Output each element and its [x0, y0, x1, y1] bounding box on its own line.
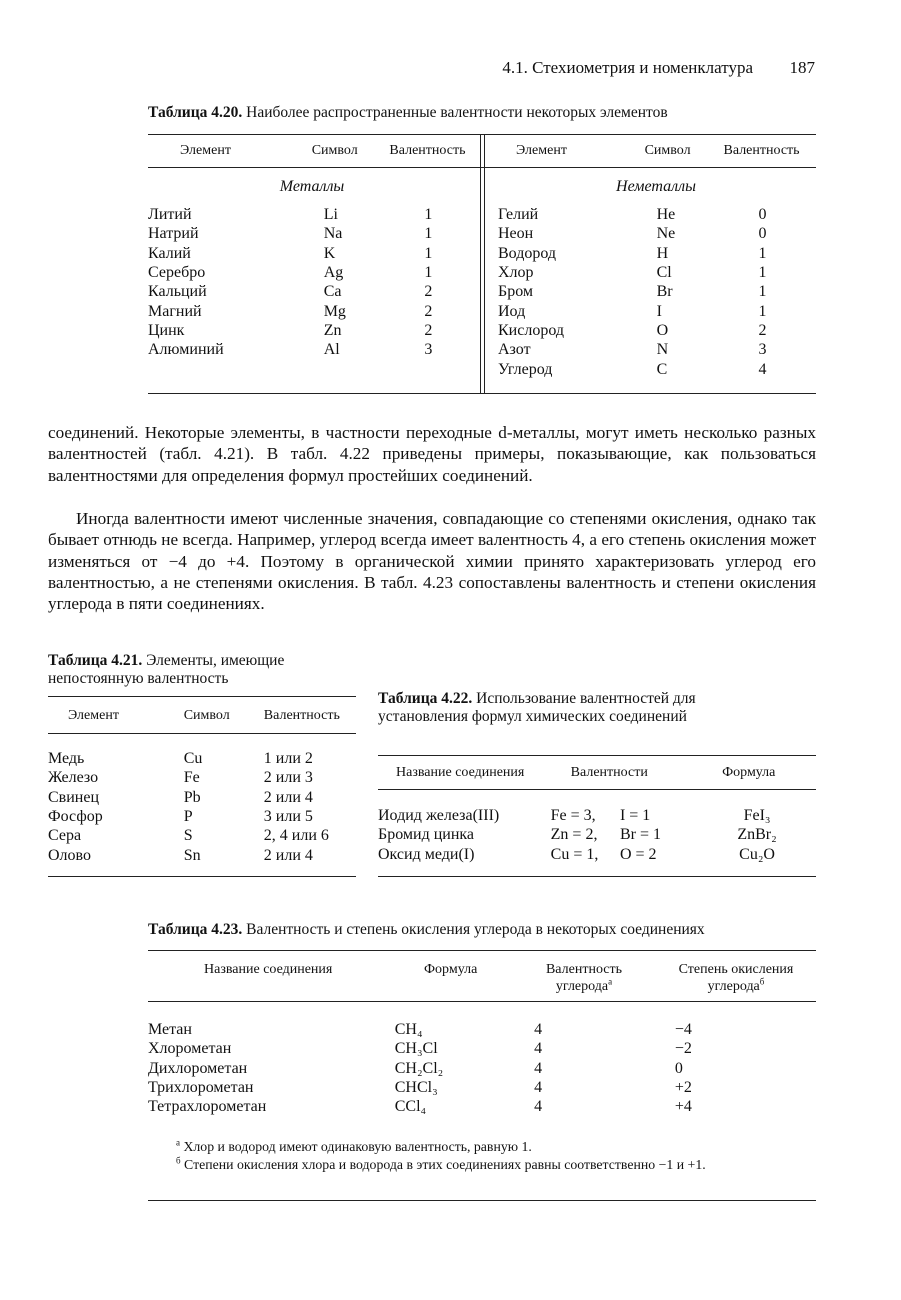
col-header-valence	[534, 961, 634, 995]
element-symbol: Cu	[183, 750, 203, 768]
valence-1: Cu = 1,	[550, 845, 599, 863]
element-symbol: N	[656, 341, 669, 359]
table-row	[48, 826, 356, 845]
element-valence: 1	[758, 283, 767, 301]
element-name: Бром	[498, 283, 534, 301]
element-valence: 1	[758, 244, 767, 262]
element-valence: 2	[424, 321, 433, 339]
table-row	[496, 205, 816, 224]
element-symbol: Ag	[323, 264, 344, 282]
element-valence: 4	[758, 360, 767, 378]
compound-name: Метан	[148, 1021, 192, 1039]
compound-name: Трихлорометан	[148, 1079, 254, 1097]
col-header: Символ	[644, 143, 691, 158]
table-row	[378, 845, 816, 864]
table-row	[148, 301, 476, 320]
table-row	[48, 749, 356, 768]
col-header: Символ	[183, 707, 230, 723]
compound-name: Хлорометан	[148, 1040, 232, 1058]
element-valence: 2, 4 или 6	[263, 827, 329, 845]
element-valence: 2	[758, 321, 767, 339]
table-row	[48, 788, 356, 807]
compound-name: Дихлорометан	[148, 1059, 248, 1077]
element-valence: 1	[424, 206, 433, 224]
table-row	[496, 263, 816, 282]
compound-formula: CCl₄	[394, 1098, 427, 1116]
carbon-oxidation: +4	[674, 1098, 692, 1116]
bottom-rule	[48, 876, 356, 877]
table-row	[148, 321, 476, 340]
col-header: Валентность	[723, 143, 800, 158]
element-valence: 1	[758, 264, 767, 282]
footnote-mark: б	[759, 976, 765, 987]
element-symbol: C	[656, 360, 668, 378]
element-valence: 3	[424, 341, 433, 359]
table-row	[496, 224, 816, 243]
element-valence: 1 или 2	[263, 750, 313, 768]
element-symbol: O	[656, 321, 669, 339]
carbon-oxidation: 0	[674, 1059, 683, 1077]
carbon-oxidation: −2	[674, 1040, 692, 1058]
table-caption-text: Элементы, имеющие непостоянную валентность	[48, 652, 285, 687]
paragraph: Иногда валентности имеют численные значения, совпадающие со степенями окисления, однако так бывает отнюдь не всегда. Например, углерод всегда имеет валентность 4, а его степень окисления может изменяться от −4 до +4. Поэтому в органической химии принято характеризовать углерод его валентностью, а не степенями окисления. В табл. 4.23 сопоставлены валентность и степени окисления углерода в пяти соединениях.	[48, 509, 816, 614]
table-4-21	[48, 698, 356, 865]
table-row	[148, 1078, 816, 1097]
element-symbol: Ca	[323, 283, 342, 301]
top-rule	[48, 696, 356, 697]
group-label: Металлы	[279, 177, 345, 195]
element-name: Водород	[498, 244, 557, 262]
element-symbol: Cl	[656, 264, 672, 282]
footnote-mark: а	[176, 1137, 180, 1148]
compound-formula: FeI₃	[743, 807, 771, 825]
running-header-title: 4.1. Стехиометрия и номенклатура	[502, 58, 753, 77]
valence-2: O = 2	[619, 845, 657, 863]
table-row	[148, 1097, 816, 1116]
header-rule	[148, 1001, 816, 1002]
valence-2: I = 1	[619, 807, 651, 825]
element-valence: 0	[758, 225, 767, 243]
table-row	[48, 845, 356, 864]
table-row	[496, 359, 816, 378]
group-label: Неметаллы	[616, 177, 696, 195]
compound-formula: ZnBr₂	[737, 826, 777, 844]
table-row	[148, 1039, 816, 1058]
carbon-valence: 4	[534, 1059, 543, 1077]
col-header: Формула	[424, 962, 478, 977]
table-4-20-right	[496, 135, 816, 379]
footnote	[176, 1156, 836, 1174]
element-valence: 2	[424, 302, 433, 320]
table-row	[148, 224, 476, 243]
col-header: Элемент	[516, 143, 567, 158]
element-name: Калий	[148, 244, 191, 262]
element-name: Азот	[498, 341, 531, 359]
element-symbol: Al	[323, 341, 340, 359]
col-header: Символ	[311, 143, 358, 158]
col-header: Валентность	[263, 707, 340, 723]
element-name: Литий	[148, 206, 192, 224]
element-symbol: Ne	[656, 225, 676, 243]
element-symbol: P	[183, 808, 193, 826]
compound-name: Оксид меди(I)	[378, 845, 475, 863]
col-header: Элемент	[68, 707, 119, 723]
compound-formula: Cu₂O	[739, 845, 775, 863]
element-valence: 3	[758, 341, 767, 359]
element-name: Серебро	[148, 264, 206, 282]
element-name: Неон	[498, 225, 534, 243]
top-rule	[148, 950, 816, 951]
col-header: Валентность	[389, 143, 466, 158]
col-header: Степень окисления углерода	[678, 962, 794, 994]
element-symbol: Zn	[323, 321, 342, 339]
table-row	[148, 205, 476, 224]
compound-formula: CHCl₃	[394, 1079, 438, 1097]
element-symbol: Na	[323, 225, 343, 243]
table-row	[148, 263, 476, 282]
table-4-20-caption	[148, 104, 828, 122]
element-name: Фосфор	[48, 808, 103, 826]
table-row	[496, 340, 816, 359]
col-header: Валентность углерода	[545, 962, 623, 994]
footnote-text: Хлор и водород имеют одинаковую валентность, равную 1.	[183, 1139, 532, 1154]
table-row	[148, 1020, 816, 1039]
table-row	[148, 340, 476, 359]
valence-2: Br = 1	[619, 826, 661, 844]
element-symbol: Br	[656, 283, 673, 301]
table-row	[378, 806, 816, 825]
bottom-rule	[148, 393, 816, 394]
table-label: Таблица 4.21.	[48, 652, 143, 669]
table-row	[496, 321, 816, 340]
element-symbol: Sn	[183, 846, 201, 864]
element-valence: 0	[758, 206, 767, 224]
table-4-23	[148, 1020, 816, 1116]
footnotes	[176, 1138, 836, 1174]
footnote-mark: б	[176, 1155, 181, 1166]
table-label: Таблица 4.23.	[148, 921, 243, 938]
col-header: Валентности	[570, 764, 648, 780]
element-symbol: H	[656, 244, 669, 262]
running-header	[0, 58, 815, 80]
table-row	[48, 807, 356, 826]
element-valence: 1	[758, 302, 767, 320]
col-header-oxidation	[668, 961, 804, 995]
element-name: Медь	[48, 750, 85, 768]
element-symbol: Pb	[183, 788, 201, 806]
footnote-mark: а	[608, 976, 613, 987]
element-valence: 2	[424, 283, 433, 301]
element-symbol: I	[656, 302, 662, 320]
element-name: Магний	[148, 302, 202, 320]
valence-1: Zn = 2,	[550, 826, 598, 844]
table-row	[148, 244, 476, 263]
compound-name: Иодид железа(III)	[378, 807, 500, 825]
valence-1: Fe = 3,	[550, 807, 596, 825]
carbon-oxidation: +2	[674, 1079, 692, 1097]
col-header: Формула	[722, 764, 776, 780]
element-symbol: He	[656, 206, 676, 224]
element-name: Олово	[48, 846, 91, 864]
compound-name: Тетрахлорометан	[148, 1098, 267, 1116]
table-4-22-caption	[378, 690, 708, 726]
double-divider	[480, 134, 485, 393]
table-row	[496, 282, 816, 301]
element-name: Натрий	[148, 225, 199, 243]
carbon-valence: 4	[534, 1098, 543, 1116]
element-symbol: Li	[323, 206, 338, 224]
element-valence: 1	[424, 264, 433, 282]
footnote-text: Степени окисления хлора и водорода в этих соединениях равны соответственно −1 и +1.	[184, 1157, 706, 1172]
table-4-23-caption	[148, 921, 828, 939]
compound-formula: CH₄	[394, 1021, 423, 1039]
element-symbol: S	[183, 827, 193, 845]
element-valence: 2 или 3	[263, 769, 313, 787]
carbon-valence: 4	[534, 1079, 543, 1097]
element-name: Иод	[498, 302, 526, 320]
top-rule	[378, 755, 816, 756]
element-name: Кальций	[148, 283, 207, 301]
element-valence: 1	[424, 244, 433, 262]
element-valence: 2 или 4	[263, 788, 313, 806]
col-header: Название соединения	[396, 764, 525, 780]
paragraph: соединений. Некоторые элементы, в частности переходные d-металлы, могут иметь несколько разных валентностей (табл. 4.21). В табл. 4.22 приведены примеры, показывающие, как пользоваться валентностями для определения формул простейших соединений.	[48, 423, 816, 485]
col-header: Название соединения	[204, 962, 333, 977]
carbon-oxidation: −4	[674, 1021, 692, 1039]
element-name: Цинк	[148, 321, 185, 339]
element-valence: 1	[424, 225, 433, 243]
element-name: Углерод	[498, 360, 553, 378]
table-row	[496, 244, 816, 263]
table-row	[148, 282, 476, 301]
element-symbol: Fe	[183, 769, 200, 787]
element-name: Свинец	[48, 788, 100, 806]
table-caption-text: Использование валентностей для установления формул химических соединений	[378, 690, 696, 725]
table-row	[148, 1059, 816, 1078]
footnote	[176, 1138, 836, 1156]
element-valence: 2 или 4	[263, 846, 313, 864]
element-symbol: K	[323, 244, 336, 262]
carbon-valence: 4	[534, 1021, 543, 1039]
table-row	[378, 825, 816, 844]
element-name: Кислород	[498, 321, 564, 339]
element-name: Алюминий	[148, 341, 224, 359]
compound-formula: CH₂Cl₂	[394, 1059, 444, 1077]
page-number: 187	[789, 58, 815, 77]
table-4-20-left	[148, 135, 476, 359]
element-name: Гелий	[498, 206, 539, 224]
element-name: Сера	[48, 827, 82, 845]
table-4-21-caption	[48, 652, 358, 688]
element-name: Железо	[48, 769, 99, 787]
compound-name: Бромид цинка	[378, 826, 475, 844]
carbon-valence: 4	[534, 1040, 543, 1058]
table-caption-text: Наиболее распространенные валентности некоторых элементов	[246, 104, 668, 121]
compound-formula: CH₃Cl	[394, 1040, 438, 1058]
col-header: Элемент	[180, 143, 231, 158]
table-caption-text: Валентность и степень окисления углерода в некоторых соединениях	[246, 921, 705, 938]
element-name: Хлор	[498, 264, 534, 282]
bottom-rule	[148, 1200, 816, 1201]
table-label: Таблица 4.20.	[148, 104, 243, 121]
table-row	[48, 768, 356, 787]
table-4-22	[378, 757, 816, 864]
element-symbol: Mg	[323, 302, 346, 320]
table-label: Таблица 4.22.	[378, 690, 473, 707]
bottom-rule	[378, 876, 816, 877]
element-valence: 3 или 5	[263, 808, 313, 826]
table-row	[496, 301, 816, 320]
